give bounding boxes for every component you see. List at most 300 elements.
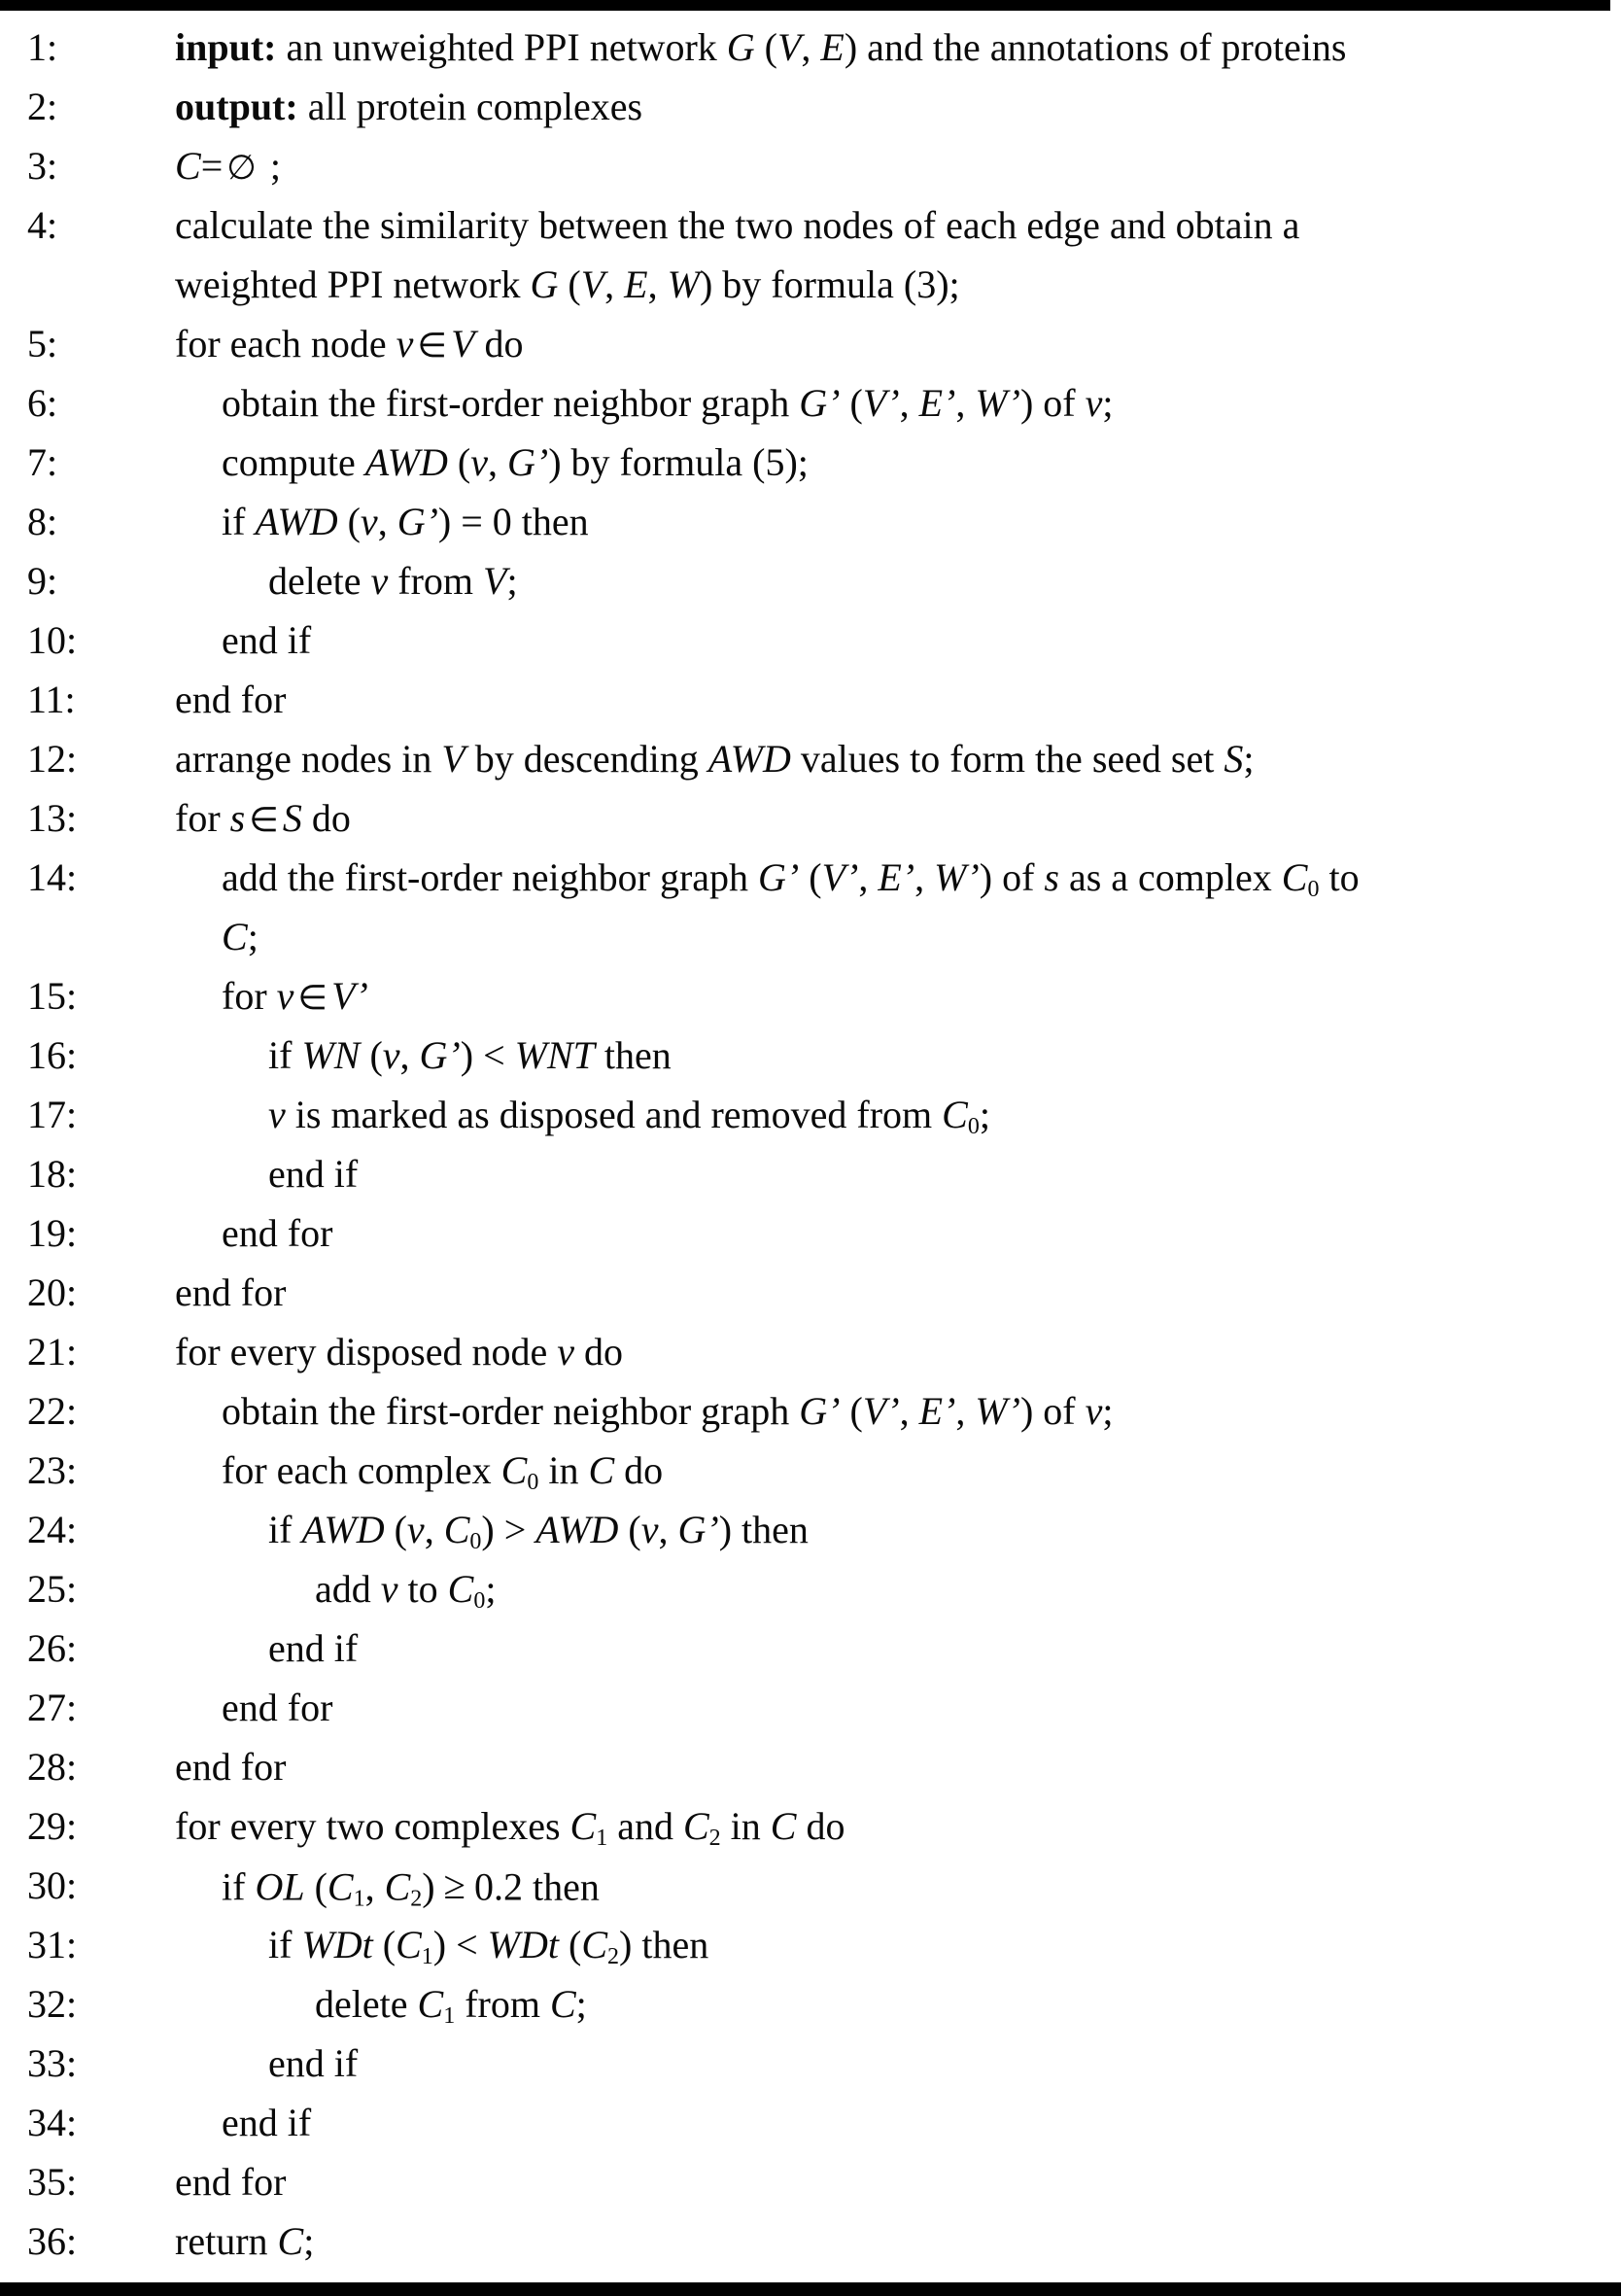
text-segment: then xyxy=(594,1033,672,1077)
text-segment: an unweighted PPI network xyxy=(276,25,727,69)
text-segment: WDt xyxy=(301,1923,373,1966)
text-segment: ( xyxy=(304,1864,328,1909)
text-segment: AWD xyxy=(364,440,448,484)
line-text xyxy=(175,492,589,551)
algorithm-line xyxy=(0,1263,1621,1322)
text-segment: add the first-order neighbor graph xyxy=(222,855,759,899)
text-segment: , xyxy=(914,855,935,899)
text-segment: S xyxy=(282,796,302,840)
line-number: 10: xyxy=(27,618,78,662)
algorithm-line xyxy=(0,1678,1621,1737)
text-segment: ; xyxy=(1243,737,1255,781)
text-segment: WDt xyxy=(487,1923,559,1966)
line-text xyxy=(175,670,286,729)
line-number: 4: xyxy=(27,203,58,247)
text-segment: ) by formula (5); xyxy=(548,440,809,484)
text-segment: ( xyxy=(618,1508,641,1551)
text-segment: from xyxy=(388,559,484,603)
text-segment: ( xyxy=(447,440,471,484)
text-segment: ( xyxy=(840,1389,863,1433)
algorithm-line xyxy=(0,136,1621,195)
text-segment: AWD xyxy=(301,1508,385,1551)
algorithm-line xyxy=(0,1381,1621,1441)
text-segment: C xyxy=(396,1923,422,1966)
text-segment: ) < xyxy=(432,1923,488,1966)
text-segment: G’ xyxy=(677,1508,719,1551)
text-segment: by descending xyxy=(465,737,708,781)
text-segment: v xyxy=(406,1508,425,1551)
line-number: 30: xyxy=(27,1863,78,1907)
algorithm-listing xyxy=(0,11,1621,2271)
algorithm-line xyxy=(0,314,1621,373)
text-segment: in xyxy=(538,1448,589,1492)
text-segment: 0 xyxy=(967,1114,980,1139)
line-text xyxy=(175,1381,1114,1441)
algorithm-line xyxy=(0,2152,1621,2211)
text-segment: E’ xyxy=(878,855,915,899)
line-number: 13: xyxy=(27,796,78,840)
text-segment: s xyxy=(1044,855,1059,899)
text-segment: C xyxy=(443,1508,470,1551)
algorithm-line xyxy=(0,1144,1621,1203)
line-text xyxy=(175,1559,496,1618)
line-text xyxy=(175,1085,990,1144)
text-segment: , xyxy=(364,1864,385,1909)
algorithm-line xyxy=(0,1618,1621,1678)
text-segment: , xyxy=(377,500,397,543)
text-segment: in xyxy=(720,1804,771,1848)
text-segment: do xyxy=(474,322,524,365)
line-text xyxy=(175,255,960,314)
line-text xyxy=(175,1796,845,1856)
text-segment: S xyxy=(1224,737,1244,781)
line-number: 33: xyxy=(27,2041,78,2085)
algorithm-line xyxy=(0,788,1621,848)
text-segment: v xyxy=(1085,1389,1103,1433)
text-segment: G’ xyxy=(799,381,841,425)
line-number: 12: xyxy=(27,737,78,781)
algorithm-line xyxy=(0,77,1621,136)
text-segment: end if xyxy=(222,2101,312,2144)
algorithm-line xyxy=(0,907,1621,966)
line-number: 21: xyxy=(27,1330,78,1374)
text-segment: , xyxy=(399,1033,420,1077)
text-segment: ( xyxy=(360,1033,383,1077)
text-segment: V xyxy=(441,737,466,781)
bottom-rule xyxy=(0,2282,1621,2296)
text-segment: v xyxy=(640,1508,659,1551)
line-text xyxy=(175,373,1114,433)
line-text xyxy=(175,1678,332,1737)
text-segment: return xyxy=(175,2219,278,2263)
math-symbol: ∈ xyxy=(297,979,328,1017)
line-text xyxy=(175,1026,672,1085)
algorithm-line xyxy=(0,1203,1621,1263)
line-number: 19: xyxy=(27,1211,78,1255)
line-text xyxy=(175,314,524,373)
text-segment: WNT xyxy=(514,1033,595,1077)
text-segment: G xyxy=(726,25,755,69)
text-segment: obtain the first-order neighbor graph xyxy=(222,381,800,425)
algorithm-line xyxy=(0,2093,1621,2152)
text-segment: for xyxy=(222,974,277,1018)
text-segment: end if xyxy=(268,2041,359,2085)
text-segment: V’ xyxy=(862,1389,900,1433)
line-number: 22: xyxy=(27,1389,78,1433)
line-text xyxy=(175,788,351,848)
text-segment: ) of xyxy=(1019,381,1086,425)
text-segment: 0.2 then xyxy=(474,1864,600,1909)
text-segment: ( xyxy=(337,500,361,543)
line-number xyxy=(0,907,175,966)
text-segment: 0 xyxy=(473,1588,486,1614)
math-symbol: ∈ xyxy=(249,801,279,839)
text-segment: do xyxy=(301,796,351,840)
text-segment: , xyxy=(801,25,821,69)
text-segment: calculate the similarity between the two nodes of each edge and obtain a xyxy=(175,203,1300,247)
algorithm-line xyxy=(0,1737,1621,1796)
text-segment: , xyxy=(424,1508,444,1551)
text-segment: E’ xyxy=(918,1389,956,1433)
line-number: 34: xyxy=(27,2101,78,2144)
text-segment: do xyxy=(574,1330,623,1374)
text-segment: C xyxy=(327,1864,354,1909)
text-segment: ( xyxy=(558,262,581,306)
text-segment: C xyxy=(277,2219,304,2263)
text-segment: end for xyxy=(222,1686,333,1729)
text-segment: to xyxy=(397,1567,448,1611)
text-segment: , xyxy=(899,1389,919,1433)
text-segment: 1 xyxy=(421,1944,433,1969)
line-text xyxy=(175,848,1360,907)
text-segment: 1 xyxy=(353,1886,365,1912)
line-number: 15: xyxy=(27,974,78,1018)
line-number: 9: xyxy=(27,559,58,603)
algorithm-line xyxy=(0,2034,1621,2093)
text-segment: end for xyxy=(175,1745,287,1789)
text-segment: C xyxy=(175,144,201,188)
text-segment: G xyxy=(530,262,559,306)
text-segment: AWD xyxy=(255,500,338,543)
text-segment: OL xyxy=(255,1864,305,1909)
line-number: 5: xyxy=(27,322,58,365)
text-segment: ( xyxy=(384,1508,407,1551)
algorithm-line xyxy=(0,17,1621,77)
text-segment: , xyxy=(647,262,668,306)
text-segment: E’ xyxy=(918,381,956,425)
text-segment: , xyxy=(955,1389,976,1433)
line-text xyxy=(175,551,518,610)
text-segment: delete xyxy=(315,1982,418,2026)
text-segment: C xyxy=(500,1448,528,1492)
math-symbol: ∈ xyxy=(417,327,448,365)
text-segment: V xyxy=(451,322,475,365)
line-text xyxy=(175,2211,314,2271)
text-segment: ; xyxy=(303,2219,315,2263)
algorithm-line xyxy=(0,255,1621,314)
line-number: 3: xyxy=(27,144,58,188)
text-segment: delete xyxy=(268,559,371,603)
text-segment: end if xyxy=(268,1152,359,1196)
line-number: 6: xyxy=(27,381,58,425)
algorithm-line xyxy=(0,1085,1621,1144)
text-segment: v xyxy=(276,974,294,1018)
algorithm-line xyxy=(0,195,1621,255)
text-segment: end for xyxy=(175,678,287,721)
text-segment: v xyxy=(470,440,488,484)
top-rule xyxy=(0,0,1610,11)
text-segment: ) > xyxy=(481,1508,536,1551)
algorithm-line xyxy=(0,1915,1621,1974)
text-segment: 2 xyxy=(607,1944,620,1969)
text-segment: to xyxy=(1319,855,1360,899)
algorithm-line xyxy=(0,373,1621,433)
line-number: 24: xyxy=(27,1508,78,1551)
text-segment: , xyxy=(899,381,919,425)
line-text xyxy=(175,966,368,1026)
algorithm-line xyxy=(0,1441,1621,1500)
text-segment: for each node xyxy=(175,322,397,365)
algorithm-line xyxy=(0,1974,1621,2034)
line-number: 23: xyxy=(27,1448,78,1492)
text-segment: WN xyxy=(301,1033,361,1077)
text-segment: W’ xyxy=(975,1389,1020,1433)
text-segment: v xyxy=(268,1093,286,1136)
text-segment: values to form the seed set xyxy=(790,737,1224,781)
text-segment: end for xyxy=(222,1211,333,1255)
text-segment: AWD xyxy=(707,737,791,781)
text-segment: ( xyxy=(754,25,777,69)
text-segment: if xyxy=(268,1508,302,1551)
line-text xyxy=(175,17,1346,77)
line-number: 26: xyxy=(27,1626,78,1670)
line-number: 35: xyxy=(27,2160,78,2204)
text-segment: ( xyxy=(799,855,822,899)
text-segment: s xyxy=(229,796,246,840)
algorithm-line xyxy=(0,1500,1621,1559)
text-segment: , xyxy=(487,440,507,484)
line-number: 16: xyxy=(27,1033,78,1077)
text-segment: 0 xyxy=(1307,877,1320,902)
text-segment: 0 xyxy=(469,1529,482,1554)
text-segment: ; xyxy=(247,915,259,958)
line-number: 28: xyxy=(27,1745,78,1789)
text-segment: V’ xyxy=(331,974,368,1018)
text-segment: C xyxy=(581,1923,608,1966)
algorithm-line xyxy=(0,1322,1621,1381)
line-text xyxy=(175,1203,332,1263)
text-segment: for every disposed node xyxy=(175,1330,558,1374)
text-segment: ) of xyxy=(1019,1389,1086,1433)
text-segment: ) and the annotations of proteins xyxy=(844,25,1347,69)
text-segment: AWD xyxy=(535,1508,619,1551)
line-number: 27: xyxy=(27,1686,78,1729)
line-number: 36: xyxy=(27,2219,78,2263)
text-segment: for each complex xyxy=(222,1448,501,1492)
text-segment: = xyxy=(200,144,224,188)
text-segment: if xyxy=(222,500,256,543)
line-text xyxy=(175,2093,311,2152)
text-segment: G’ xyxy=(506,440,549,484)
line-text xyxy=(175,1441,663,1500)
text-segment: v xyxy=(380,1567,398,1611)
text-segment: G’ xyxy=(758,855,800,899)
text-segment: ) then xyxy=(718,1508,809,1551)
text-segment: obtain the first-order neighbor graph xyxy=(222,1389,800,1433)
line-number: 20: xyxy=(27,1270,78,1314)
text-segment: end for xyxy=(175,2160,287,2204)
algorithm-line xyxy=(0,1559,1621,1618)
text-segment: C xyxy=(549,1982,576,2026)
text-segment: , xyxy=(955,381,976,425)
text-segment: and xyxy=(607,1804,683,1848)
line-number: 25: xyxy=(27,1567,78,1611)
text-segment: is marked as disposed and removed from xyxy=(285,1093,943,1136)
text-segment: C xyxy=(770,1804,797,1848)
algorithm-line xyxy=(0,1856,1621,1915)
text-segment: compute xyxy=(222,440,365,484)
line-text xyxy=(175,195,1299,255)
math-symbol: ∅ xyxy=(226,149,257,187)
text-segment: end if xyxy=(268,1626,359,1670)
line-text xyxy=(175,1974,587,2034)
text-segment: ) of xyxy=(979,855,1045,899)
algorithm-line xyxy=(0,610,1621,670)
line-number: 14: xyxy=(27,855,78,899)
line-number: 29: xyxy=(27,1804,78,1848)
algorithm-line xyxy=(0,433,1621,492)
algorithm-line xyxy=(0,551,1621,610)
line-text xyxy=(175,1915,708,1974)
line-text xyxy=(175,610,311,670)
text-segment: W’ xyxy=(934,855,980,899)
text-segment: V’ xyxy=(862,381,900,425)
text-segment: if xyxy=(222,1864,256,1909)
text-segment: E xyxy=(624,262,648,306)
text-segment: ; xyxy=(1102,381,1114,425)
line-text xyxy=(175,1144,358,1203)
text-segment: for xyxy=(175,796,230,840)
line-text xyxy=(175,1500,809,1559)
text-segment: 1 xyxy=(596,1826,608,1851)
text-segment: , xyxy=(658,1508,678,1551)
text-segment: 1 xyxy=(443,2003,456,2029)
line-text xyxy=(175,1322,623,1381)
line-text xyxy=(175,729,1254,788)
text-segment: output: xyxy=(175,85,298,128)
text-segment: do xyxy=(796,1804,845,1848)
text-segment: V’ xyxy=(821,855,859,899)
text-segment: if xyxy=(268,1033,302,1077)
line-text xyxy=(175,907,259,966)
text-segment: ; xyxy=(575,1982,587,2026)
text-segment: v xyxy=(382,1033,400,1077)
line-text xyxy=(175,77,642,136)
line-text xyxy=(175,136,281,195)
line-text xyxy=(175,1263,286,1322)
text-segment: V xyxy=(483,559,507,603)
text-segment: input: xyxy=(175,25,277,69)
text-segment: ) by formula (3); xyxy=(699,262,960,306)
text-segment: v xyxy=(396,322,414,365)
line-number: 18: xyxy=(27,1152,78,1196)
line-text xyxy=(175,1737,286,1796)
text-segment: add xyxy=(315,1567,381,1611)
algorithm-line xyxy=(0,729,1621,788)
text-segment: ; xyxy=(506,559,518,603)
line-number: 17: xyxy=(27,1093,78,1136)
text-segment: ( xyxy=(559,1923,582,1966)
text-segment: G’ xyxy=(799,1389,841,1433)
text-segment: from xyxy=(455,1982,550,2026)
line-number: 2: xyxy=(27,85,58,128)
text-segment: ) < xyxy=(460,1033,515,1077)
algorithm-line xyxy=(0,492,1621,551)
text-segment: , xyxy=(858,855,879,899)
text-segment: C xyxy=(417,1982,444,2026)
text-segment: for every two complexes xyxy=(175,1804,570,1848)
text-segment: E xyxy=(820,25,845,69)
text-segment: C xyxy=(1281,855,1308,899)
text-segment: all protein complexes xyxy=(297,85,643,128)
text-segment: ) xyxy=(422,1864,435,1909)
algorithm-line xyxy=(0,848,1621,907)
text-segment: end for xyxy=(175,1270,287,1314)
text-segment: C xyxy=(384,1864,411,1909)
algorithm-line xyxy=(0,670,1621,729)
text-segment: G’ xyxy=(419,1033,461,1077)
text-segment: C xyxy=(682,1804,709,1848)
line-number: 31: xyxy=(27,1923,78,1966)
text-segment: v xyxy=(370,559,389,603)
algorithm-line xyxy=(0,2211,1621,2271)
geq-symbol: ≥ xyxy=(443,1863,466,1907)
algorithm-line xyxy=(0,1796,1621,1856)
text-segment: weighted PPI network xyxy=(175,262,531,306)
text-segment: end if xyxy=(222,618,312,662)
text-segment: , xyxy=(604,262,625,306)
text-segment: ( xyxy=(372,1923,397,1966)
algorithm-line xyxy=(0,966,1621,1026)
text-segment: C xyxy=(447,1567,474,1611)
text-segment: ; xyxy=(1102,1389,1114,1433)
line-text xyxy=(175,1856,600,1915)
line-number: 32: xyxy=(27,1982,78,2026)
line-number: 1: xyxy=(27,25,58,69)
text-segment: 2 xyxy=(410,1886,423,1912)
text-segment: if xyxy=(268,1923,302,1966)
line-text xyxy=(175,2034,358,2093)
text-segment: 0 xyxy=(527,1470,539,1495)
text-segment: ) = 0 then xyxy=(437,500,589,543)
text-segment: v xyxy=(360,500,378,543)
text-segment: G’ xyxy=(397,500,438,543)
text-segment: C xyxy=(569,1804,597,1848)
line-text xyxy=(175,1618,358,1678)
text-segment: arrange nodes in xyxy=(175,737,442,781)
text-segment: C xyxy=(588,1448,615,1492)
line-number: 11: xyxy=(27,678,76,721)
text-segment: ) then xyxy=(619,1923,709,1966)
text-segment: ; xyxy=(979,1093,990,1136)
text-segment: W xyxy=(667,262,700,306)
text-segment: W’ xyxy=(975,381,1020,425)
text-segment: as a complex xyxy=(1058,855,1282,899)
text-segment: ( xyxy=(840,381,863,425)
line-text xyxy=(175,2152,286,2211)
text-segment: ; xyxy=(259,144,282,188)
line-text xyxy=(175,433,809,492)
